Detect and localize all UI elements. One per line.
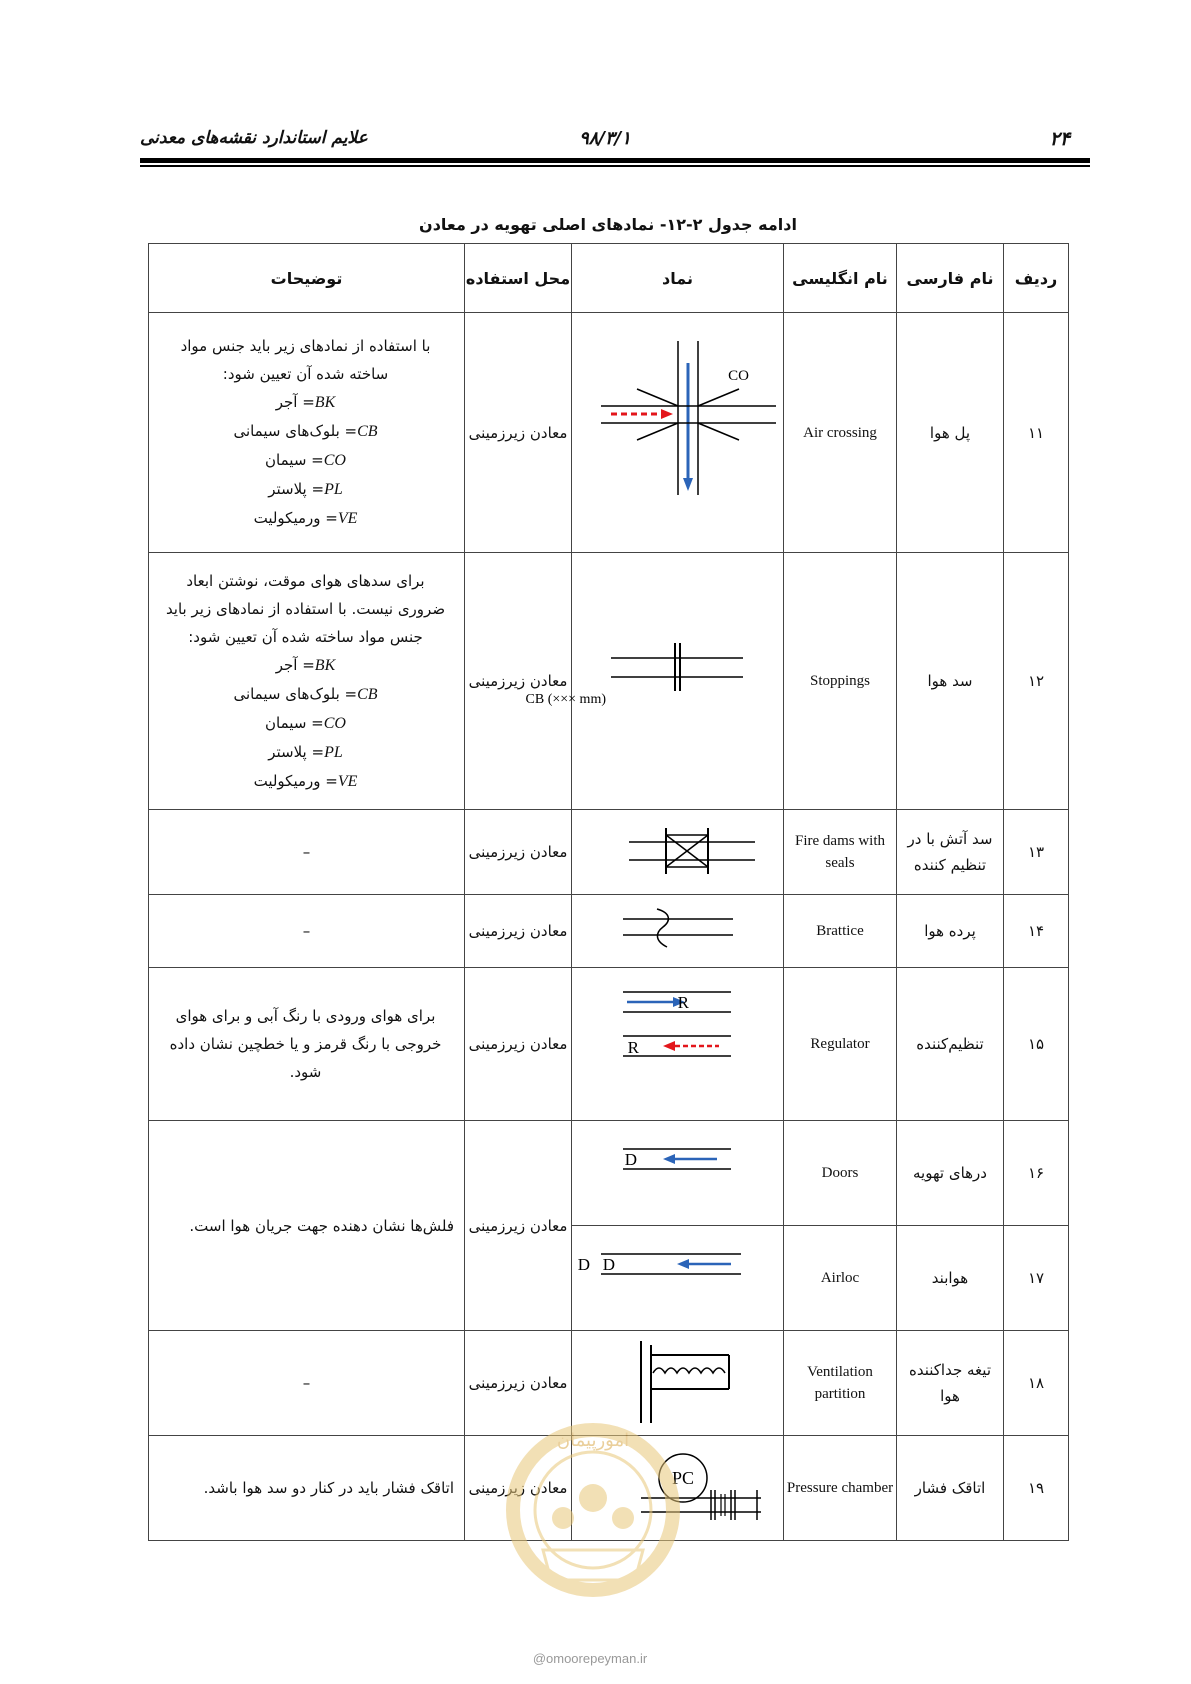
note-line: برای سدهای هوای موقت، نوشتن ابعاد xyxy=(186,571,425,590)
material-item: CO= سیمان xyxy=(265,713,346,732)
pressure-chamber-label: PC xyxy=(671,1468,695,1488)
regulator-label-out: R xyxy=(627,1038,639,1057)
watermark-logo-text: امورپیمان xyxy=(556,1430,630,1451)
symbol-label: CB (××× mm) xyxy=(525,692,606,707)
usage: معادن زیرزمینی xyxy=(465,1331,572,1436)
header-rule-thick xyxy=(140,158,1090,163)
persian-name: پل هوا xyxy=(897,313,1004,553)
stoppings-symbol xyxy=(525,553,783,805)
usage: معادن زیرزمینی xyxy=(465,313,572,553)
note-line: با استفاده از نمادهای زیر باید جنس مواد xyxy=(180,337,431,355)
material-item: BK= آجر xyxy=(275,393,336,411)
ventilation-symbols-table xyxy=(148,243,1069,1541)
row-number: ۱۳ xyxy=(1004,810,1069,895)
doors-label: D xyxy=(624,1150,637,1169)
notes-cell xyxy=(149,313,465,553)
notes-cell: اتاقک فشار باید در کنار دو سد هوا باشد. xyxy=(149,1436,465,1541)
english-name: Airloc xyxy=(784,1226,897,1331)
usage: معادن زیرزمینی xyxy=(465,968,572,1121)
col-symbol: نماد xyxy=(572,244,784,313)
row-number: ۱۷ xyxy=(1004,1226,1069,1331)
page-number: ۲۴ xyxy=(1049,128,1070,150)
persian-name: تنظیم‌کننده xyxy=(897,968,1004,1121)
symbol-label: CO xyxy=(728,368,749,384)
note-line: خروجی با رنگ قرمز و یا خطچین نشان داده xyxy=(169,1035,442,1053)
note-line: شود. xyxy=(289,1063,322,1081)
note-line: ضروری نیست. با استفاده از نمادهای زیر باید xyxy=(165,599,446,618)
material-item: CB= بلوک‌های سیمانی xyxy=(233,422,378,440)
persian-name: هوابند xyxy=(897,1226,1004,1331)
table-row xyxy=(149,553,1069,810)
watermark-url: @omoorepeyman.ir xyxy=(532,1651,648,1666)
english-name: Fire dams with seals xyxy=(784,810,897,895)
notes-cell: – xyxy=(149,895,465,968)
usage: معادن زیرزمینی xyxy=(465,553,572,810)
symbol-cell xyxy=(572,1121,784,1226)
material-item: VE= ورمیکولیت xyxy=(253,771,358,790)
row-number: ۱۴ xyxy=(1004,895,1069,968)
notes-cell xyxy=(149,968,465,1121)
col-notes: توضیحات xyxy=(149,244,465,313)
notes-cell: – xyxy=(149,1331,465,1436)
symbol-cell xyxy=(572,810,784,895)
row-number: ۱۹ xyxy=(1004,1436,1069,1541)
usage: معادن زیرزمینی xyxy=(465,810,572,895)
airlock-symbol xyxy=(571,1226,783,1326)
notes-cell xyxy=(149,553,465,810)
col-usage: محل استفاده xyxy=(465,244,572,313)
persian-name: سد آتش با در تنظیم کننده xyxy=(897,810,1004,895)
symbol-cell xyxy=(572,313,784,553)
english-name: Brattice xyxy=(784,895,897,968)
page-header xyxy=(140,128,1070,158)
row-number: ۱۱ xyxy=(1004,313,1069,553)
airlock-label: D D xyxy=(577,1255,615,1274)
fire-dam-symbol xyxy=(571,810,783,890)
table-row xyxy=(149,810,1069,895)
symbol-cell xyxy=(572,895,784,968)
usage: معادن زیرزمینی xyxy=(465,895,572,968)
persian-name: درهای تهویه xyxy=(897,1121,1004,1226)
row-number: ۱۵ xyxy=(1004,968,1069,1121)
notes-cell: – xyxy=(149,810,465,895)
material-item: VE= ورمیکولیت xyxy=(253,509,358,527)
note-line: جنس مواد ساخته شده آن تعیین شود: xyxy=(188,627,423,646)
material-item: BK= آجر xyxy=(275,655,336,674)
english-name: Pressure chamber xyxy=(784,1436,897,1541)
regulator-symbol xyxy=(571,968,783,1116)
material-item: PL= پلاستر xyxy=(268,742,343,761)
table-caption: ادامه جدول ۲-۱۲- نمادهای اصلی تهویه در معادن xyxy=(419,215,797,234)
material-item: CB= بلوک‌های سیمانی xyxy=(233,684,378,703)
col-persian-name: نام فارسی xyxy=(897,244,1004,313)
persian-name: پرده هوا xyxy=(897,895,1004,968)
english-name: Ventilation partition xyxy=(784,1331,897,1436)
material-item: CO= سیمان xyxy=(265,451,346,469)
header-title: علایم استاندارد نقشه‌های معدنی xyxy=(140,128,368,148)
note-line: برای هوای ورودی با رنگ آبی و برای هوای xyxy=(175,1007,436,1025)
doors-symbol xyxy=(571,1121,783,1221)
symbol-cell xyxy=(572,1226,784,1331)
symbol-cell xyxy=(572,968,784,1121)
note-line: ساخته شده آن تعیین شود: xyxy=(222,365,389,383)
persian-name: اتاقک فشار xyxy=(897,1436,1004,1541)
header-date: ۹۸/۳/۱ xyxy=(579,128,631,149)
english-name: Stoppings xyxy=(784,553,897,810)
usage: معادن زیرزمینی xyxy=(465,1436,572,1541)
english-name: Air crossing xyxy=(784,313,897,553)
english-name: Doors xyxy=(784,1121,897,1226)
watermark-logo xyxy=(503,1410,683,1640)
col-row: ردیف xyxy=(1004,244,1069,313)
english-name: Regulator xyxy=(784,968,897,1121)
usage: معادن زیرزمینی xyxy=(465,1121,572,1331)
table-row xyxy=(149,1121,1069,1226)
table-row xyxy=(149,895,1069,968)
row-number: ۱۶ xyxy=(1004,1121,1069,1226)
persian-name: سد هوا xyxy=(897,553,1004,810)
table-row xyxy=(149,968,1069,1121)
material-item: PL= پلاستر xyxy=(268,480,343,498)
persian-name: تیغه جداکننده هوا xyxy=(897,1331,1004,1436)
table-row xyxy=(149,313,1069,553)
air-crossing-symbol xyxy=(571,313,783,548)
col-english-name: نام انگلیسی xyxy=(784,244,897,313)
regulator-label-in: R xyxy=(677,993,689,1012)
brattice-symbol xyxy=(571,895,783,963)
notes-cell: فلش‌ها نشان دهنده جهت جریان هوا است. xyxy=(149,1121,465,1331)
row-number: ۱۲ xyxy=(1004,553,1069,810)
table-header-row xyxy=(149,244,1069,313)
row-number: ۱۸ xyxy=(1004,1331,1069,1436)
header-rule-thin xyxy=(140,165,1090,167)
symbol-cell xyxy=(525,553,784,810)
